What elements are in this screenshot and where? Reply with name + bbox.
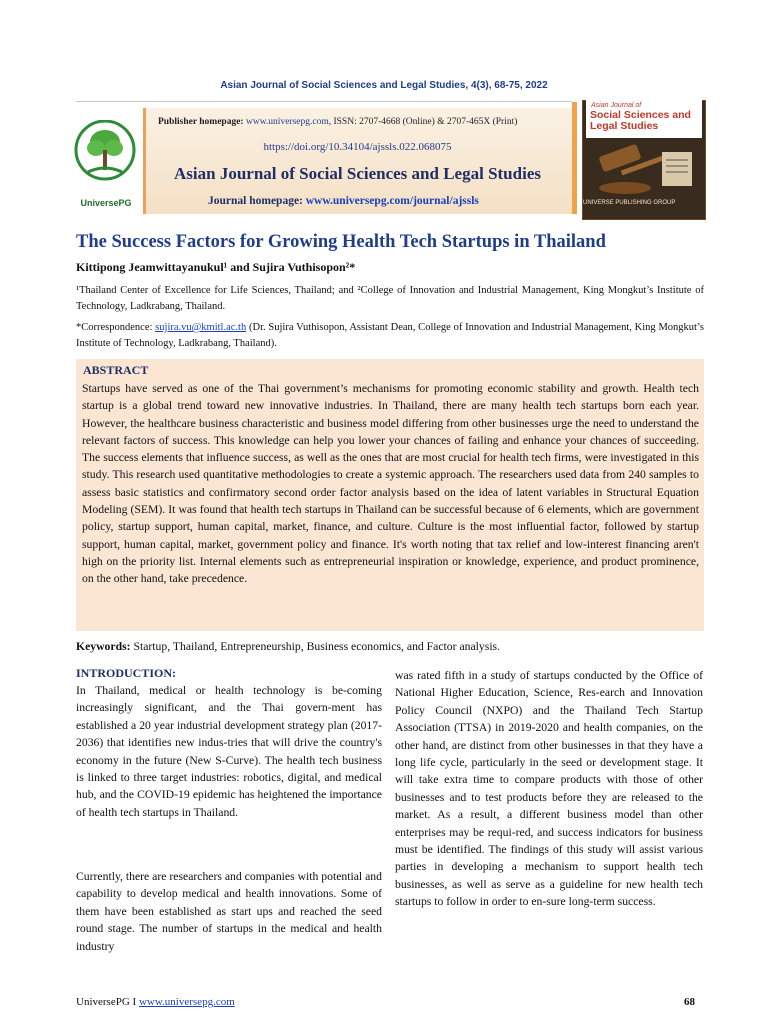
abstract-text: Startups have served as one of the Thai government’s mechanisms for promoting economic stability and growth. Health tech startup is a global trend toward new innovative industries. In Thailand, there are many health tech startups born each year. However, the healthcare business characteristic and business model differing from other businesses urge the need to understand the relevant factors of success. This knowledge can help you lower your chances of failing and enhance your chances of succeeding. The success elements that influence success, as well as the ones that are most crucial for health tech firms, were investigated in this study. This research used quantitative methodologies to create a systemic approach. The researchers used data from 240 samples to assess basic statistics and confirmatory second order factor analysis based on the idea of latent variables in Structural Equation Modeling (SEM). It was found that health tech startups in Thailand can be successful because of 6 elements, which are government policy, startup support, human capital, market, finance, and culture. Culture is the most influential factor, followed by startup support, human capital, market, government policy and finance. It's worth noting that tax relief and low-interest financing aren't high on the priority list. Internal elements such as entrepreneurial inspiration or knowledge, experience, and product prominence, on the other hand, take precedence. (82, 382, 699, 586)
journal-home-label: Journal homepage: (208, 195, 303, 207)
universepg-tree-logo-icon (74, 120, 136, 196)
intro-paragraph-2: Currently, there are researchers and companies with potential and capability to develop medical and health innovations. Some of them have been established as start ups and reached the seed round stage. The number of startups in the medical and health industry (76, 870, 382, 953)
footer-publisher (76, 996, 235, 1008)
cover-small-text: Asian Journal of (591, 102, 642, 109)
affiliations: ¹Thailand Center of Excellence for Life Sciences, Thailand; and ²College of Innovation and Industrial Management, King Mongkut’s Institute of Technology, Ladkrabang, Thailand. (76, 285, 704, 312)
journal-name: Asian Journal of Social Sciences and Legal Studies (174, 164, 541, 183)
publisher-url-link[interactable]: www.universepg.com (245, 117, 329, 127)
correspondence (76, 320, 704, 352)
abstract-heading: ABSTRACT (83, 363, 149, 377)
page-number: 68 (684, 996, 695, 1008)
logo-label: UniversePG (80, 198, 132, 208)
intro-paragraph-1: In Thailand, medical or health technology is be-coming increasingly significant, and the Thai govern-ment has established a 20 year industrial development strategy plan (2017-2036) that identifies new indus-tries that will drive the country's economy in the future (New S-Curve). The health tech business is linked to three target industries: robotics, digital, and medical hub, and the COVID-19 epidemic has heightened the importance of health tech startups in Thailand. (76, 684, 382, 819)
running-head: Asian Journal of Social Sciences and Legal Studies, 4(3), 68-75, 2022 (220, 80, 548, 91)
correspondence-details: (Dr. Sujira Vuthisopon, Assistant Dean, College of Innovation and Industrial Management, King Mongkut’s Institute of Technology, Ladkrabang, Thailand). (76, 322, 704, 349)
paper-title: The Success Factors for Growing Health Tech Startups in Thailand (76, 232, 606, 252)
gavel-icon (590, 142, 700, 198)
issn-text: , ISSN: 2707-4668 (Online) & 2707-465X (Print) (328, 117, 518, 127)
publisher-line (158, 117, 568, 127)
correspondence-email-link[interactable]: sujira.vu@kmitl.ac.th (155, 322, 247, 333)
publisher-label: Publisher homepage: (158, 117, 244, 127)
correspondence-label: *Correspondence: (76, 322, 156, 333)
journal-home-url-link[interactable]: www.universepg.com/journal/ajssls (305, 195, 479, 207)
introduction-heading: INTRODUCTION: (76, 666, 177, 680)
doi-link[interactable]: https://doi.org/10.34104/ajssls.022.068075 (263, 141, 452, 153)
keywords-list: Startup, Thailand, Entrepreneurship, Business economics, and Factor analysis. (130, 640, 501, 653)
authors: Kittipong Jeamwittayanukul¹ and Sujira Vuthisopon²* (76, 260, 356, 274)
journal-homepage (208, 195, 479, 207)
cover-title: Social Sciences and Legal Studies (590, 109, 691, 132)
footer-label: UniversePG I (76, 996, 139, 1008)
keywords (76, 640, 704, 653)
keywords-label: Keywords: (76, 640, 131, 653)
masthead-accent (572, 102, 577, 214)
intro-paragraph-right: was rated fifth in a study of startups conducted by the Office of National Higher Education, Science, Res-earch and Innovation Policy Council (NXPO) and the Thailand Tech Startup Association (TTSA) in 2019-2020 and health companies, on the other hand, are distinct from other businesses in that they have a long life cycle, particularly in the seed or development stage. It will take extra time to compare products with those of other businesses and to test products before they are released to the market. As a result, a different business model than other enterprises may be requi-red, and success indicators for business must be identified. The findings of this study will assist various parties in developing a mechanism to support health tech businesses, as well as serve as a guideline for new health tech startups to follow in order to en-sure long-term success. (395, 669, 703, 909)
footer-url-link[interactable]: www.universepg.com (138, 996, 235, 1008)
header-rule (76, 101, 572, 102)
cover-footer: UNIVERSE PUBLISHING GROUP (583, 200, 676, 206)
